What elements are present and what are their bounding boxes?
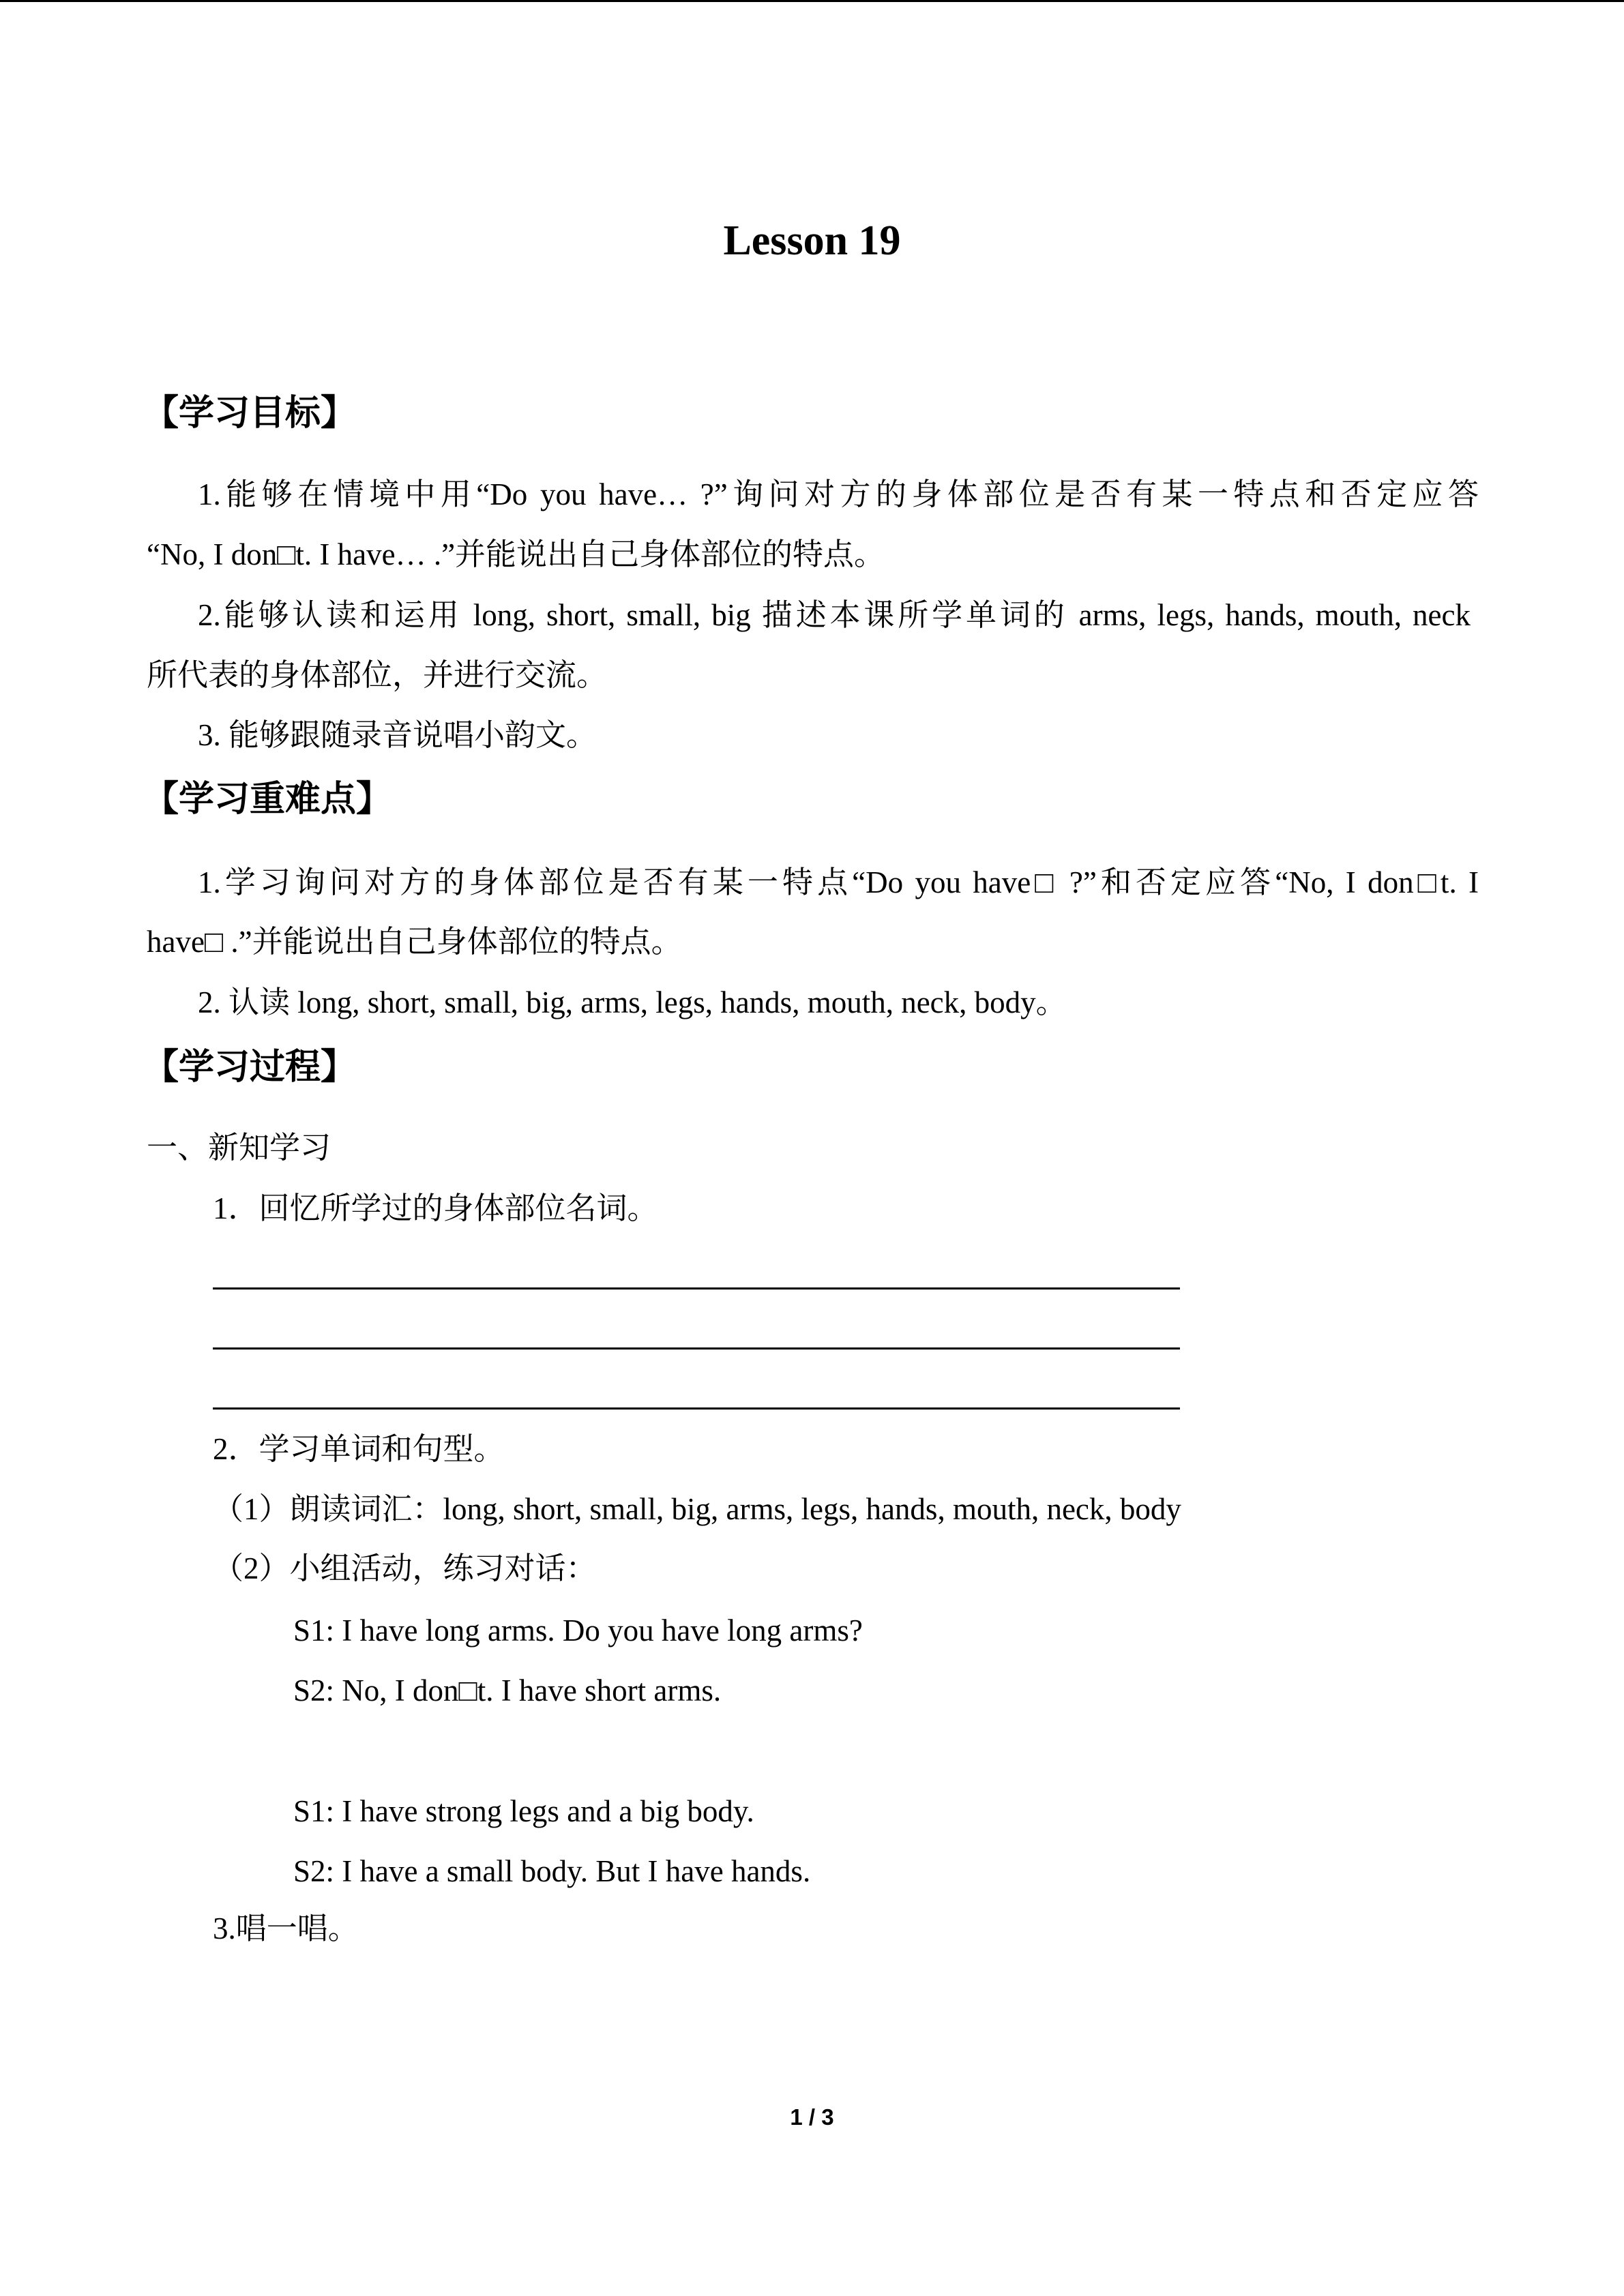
dialogue-line: S2: No, I don□t. I have short arms. — [293, 1673, 722, 1708]
dialogue-line: S1: I have strong legs and a big body. — [293, 1794, 754, 1828]
dialogue-line: S1: I have long arms. Do you have long arms? — [293, 1613, 863, 1648]
dialogue-line: S2: I have a small body. But I have hands. — [293, 1854, 811, 1888]
objective-2-line-2: 所代表的身体部位，并进行交流。 — [147, 658, 608, 692]
answer-blank-line — [213, 1347, 1180, 1350]
page-number: 1 / 3 — [790, 2104, 834, 2130]
step-1: 1．回忆所学过的身体部位名词。 — [213, 1191, 658, 1225]
objective-1-line-1: 1.能够在情境中用“Do you have… ?”询问对方的身体部位是否有某一特点和否定应答 — [198, 477, 1479, 511]
objective-2-line-1: 2.能够认读和运用 long, short, small, big 描述本课所学单词的 arms, legs, hands, mouth, neck — [198, 598, 1471, 632]
keypoint-1-line-1: 1.学习询问对方的身体部位是否有某一特点“Do you have□ ?”和否定应答“No, I don□t. I — [198, 865, 1479, 899]
keypoint-2: 2. 认读 long, short, small, big, arms, legs, hands, mouth, neck, body。 — [198, 985, 1067, 1019]
keypoint-1-line-2: have□ .”并能说出自己身体部位的特点。 — [147, 925, 682, 959]
step-3: 3.唱一唱。 — [213, 1911, 359, 1945]
heading-learning-objectives: 【学习目标】 — [143, 393, 357, 434]
step-2-sub-1: （1）朗读词汇：long, short, small, big, arms, legs, hands, mouth, neck, body — [213, 1492, 1181, 1526]
step-2-sub-2: （2）小组活动，练习对话： — [213, 1551, 597, 1585]
heading-learning-process: 【学习过程】 — [143, 1047, 357, 1088]
objective-3: 3. 能够跟随录音说唱小韵文。 — [198, 718, 597, 752]
objective-1-line-2: “No, I don□t. I have… .”并能说出自己身体部位的特点。 — [147, 537, 885, 571]
step-2: 2．学习单词和句型。 — [213, 1432, 505, 1466]
answer-blank-line — [213, 1407, 1180, 1410]
answer-blank-line — [213, 1287, 1180, 1289]
heading-key-points: 【学习重难点】 — [143, 779, 392, 820]
page-title: Lesson 19 — [723, 218, 901, 264]
part-title-new-knowledge: 一、新知学习 — [147, 1131, 331, 1165]
